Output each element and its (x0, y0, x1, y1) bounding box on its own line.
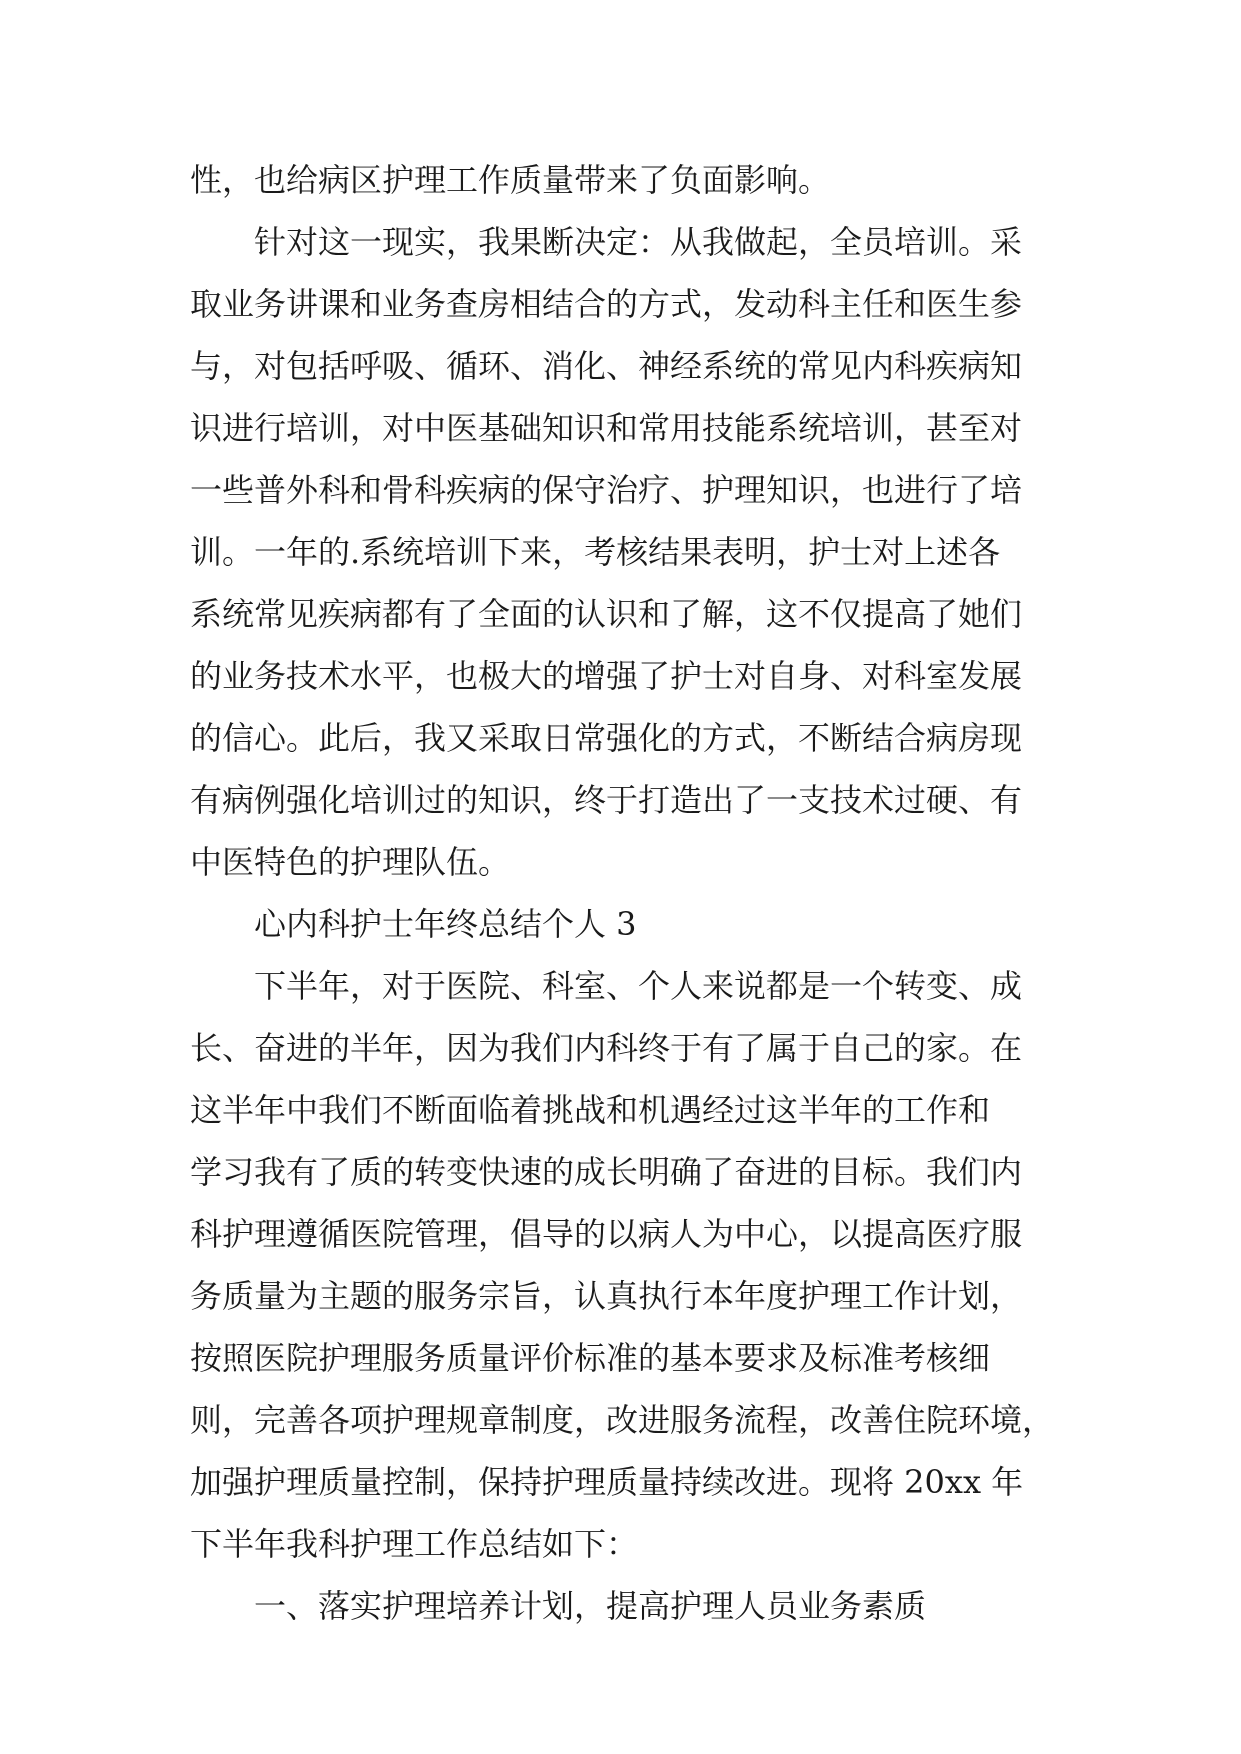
paragraph-line: 长、奋进的半年，因为我们内科终于有了属于自己的家。在 (190, 1029, 1023, 1067)
paragraph-line: 加强护理质量控制，保持护理质量持续改进。现将 20xx 年 (190, 1463, 1024, 1501)
paragraph-line: 识进行培训，对中医基础知识和常用技能系统培训，甚至对 (190, 409, 1023, 447)
paragraph-line: 务质量为主题的服务宗旨，认真执行本年度护理工作计划， (190, 1277, 1023, 1315)
paragraph-line: 这半年中我们不断面临着挑战和机遇经过这半年的工作和 (190, 1091, 991, 1129)
paragraph-line: 下半年，对于医院、科室、个人来说都是一个转变、成 (254, 967, 1023, 1005)
paragraph-line: 则，完善各项护理规章制度，改进服务流程，改善住院环境， (190, 1401, 1055, 1439)
paragraph-line: 训。一年的.系统培训下来，考核结果表明，护士对上述各 (190, 533, 1001, 571)
paragraph-line: 的业务技术水平，也极大的增强了护士对自身、对科室发展 (190, 657, 1023, 695)
paragraph-line: 与，对包括呼吸、循环、消化、神经系统的常见内科疾病知 (190, 347, 1023, 385)
paragraph-line: 一些普外科和骨科疾病的保守治疗、护理知识，也进行了培 (190, 471, 1023, 509)
paragraph-line: 性，也给病区护理工作质量带来了负面影响。 (190, 161, 831, 199)
section-heading: 一、落实护理培养计划，提高护理人员业务素质 (254, 1587, 927, 1625)
paragraph-line: 取业务讲课和业务查房相结合的方式，发动科主任和医生参 (190, 285, 1023, 323)
paragraph-line: 有病例强化培训过的知识，终于打造出了一支技术过硬、有 (190, 781, 1023, 819)
paragraph-line: 系统常见疾病都有了全面的认识和了解，这不仅提高了她们 (190, 595, 1023, 633)
paragraph-line: 中医特色的护理队伍。 (190, 843, 511, 881)
paragraph-line: 针对这一现实，我果断决定：从我做起，全员培训。采 (254, 223, 1023, 261)
paragraph-line: 按照医院护理服务质量评价标准的基本要求及标准考核细 (190, 1339, 991, 1377)
section-heading: 心内科护士年终总结个人 3 (254, 905, 637, 943)
paragraph-line: 下半年我科护理工作总结如下： (190, 1525, 639, 1563)
paragraph-line: 学习我有了质的转变快速的成长明确了奋进的目标。我们内 (190, 1153, 1023, 1191)
paragraph-line: 的信心。此后，我又采取日常强化的方式，不断结合病房现 (190, 719, 1023, 757)
paragraph-line: 科护理遵循医院管理，倡导的以病人为中心，以提高医疗服 (190, 1215, 1023, 1253)
